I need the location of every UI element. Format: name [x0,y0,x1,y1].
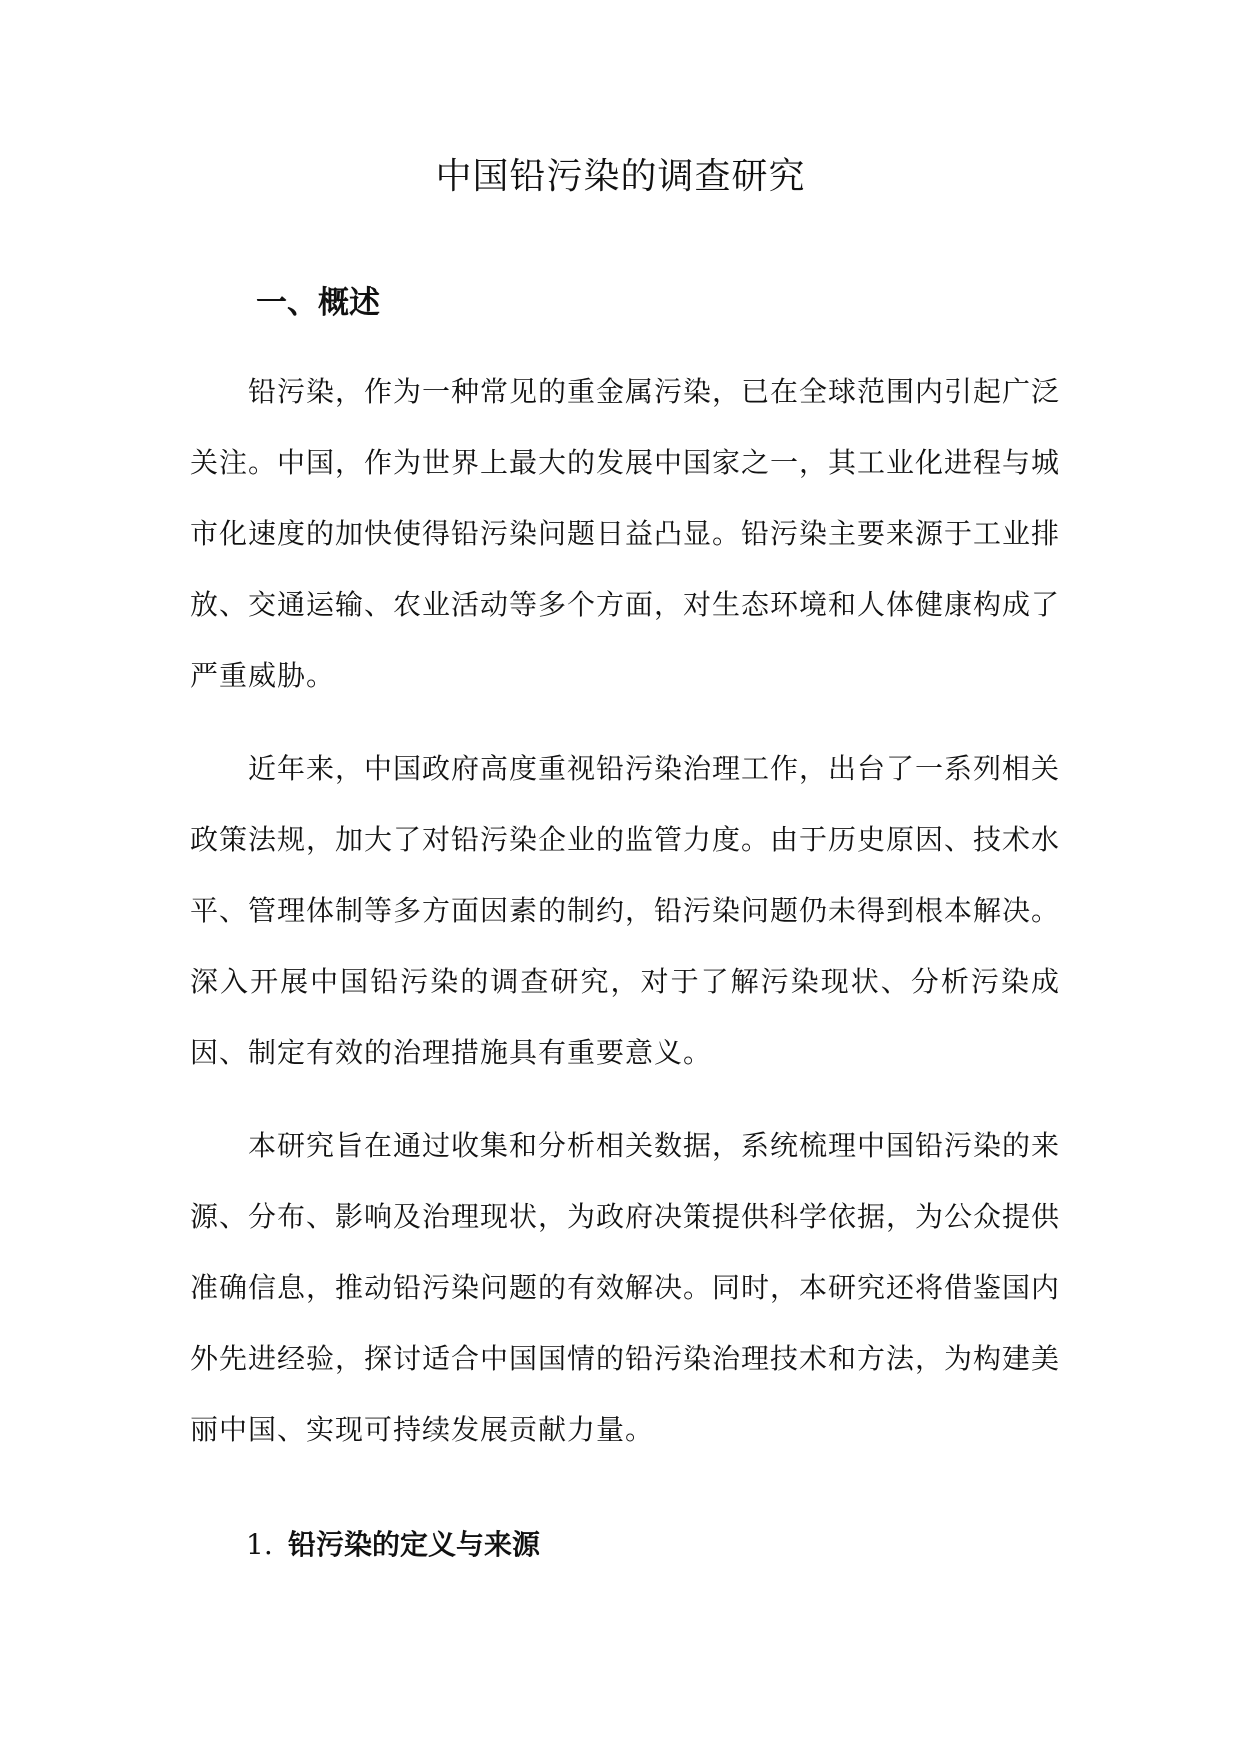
paragraph-2: 近年来，中国政府高度重视铅污染治理工作，出台了一系列相关政策法规，加大了对铅污染企业的监管力度。由于历史原因、技术水平、管理体制等多方面因素的制约，铅污染问题仍未得到根本解决。深入开展中国铅污染的调查研究，对于了解污染现状、分析污染成因、制定有效的治理措施具有重要意义。 [190,752,1061,1069]
section-heading-overview: 一、概述 [256,285,380,321]
paragraph-3: 本研究旨在通过收集和分析相关数据，系统梳理中国铅污染的来源、分布、影响及治理现状，为政府决策提供科学依据，为公众提供准确信息，推动铅污染问题的有效解决。同时，本研究还将借鉴国内外先进经验，探讨适合中国国情的铅污染治理技术和方法，为构建美丽中国、实现可持续发展贡献力量。 [190,1129,1061,1446]
subsection-heading-text: 铅污染的定义与来源 [288,1528,541,1561]
paragraph-1: 铅污染，作为一种常见的重金属污染，已在全球范围内引起广泛关注。中国，作为世界上最大的发展中国家之一，其工业化进程与城市化速度的加快使得铅污染问题日益凸显。铅污染主要来源于工业排放、交通运输、农业活动等多个方面，对生态环境和人体健康构成了严重威胁。 [190,375,1061,692]
subsection-number: 1. [246,1528,273,1561]
document-title: 中国铅污染的调查研究 [435,156,806,197]
subsection-heading [246,1520,540,1570]
